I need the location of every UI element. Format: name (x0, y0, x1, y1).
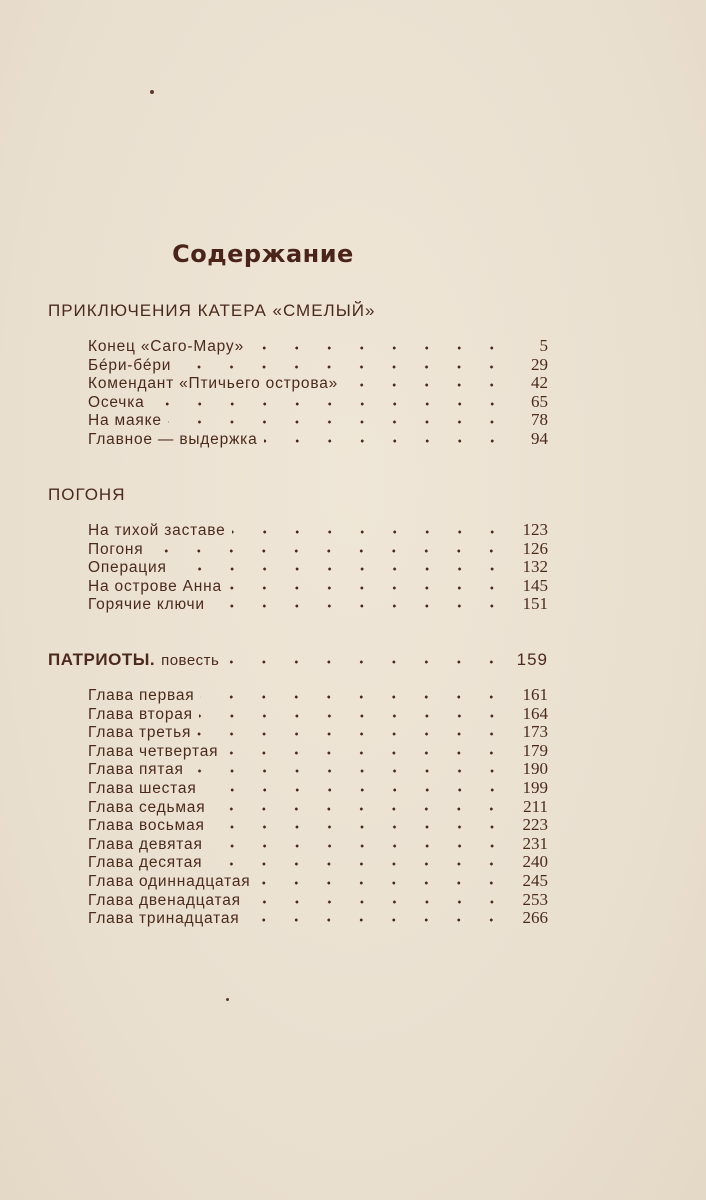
entry-title: Глава первая (88, 687, 195, 704)
entry-title: Глава вторая (88, 705, 193, 723)
toc-entry (48, 356, 548, 375)
page-number: 245 (522, 870, 548, 890)
toc-entry (48, 872, 548, 891)
toc-entry (48, 723, 548, 742)
page-number: 253 (522, 889, 548, 909)
toc-entry (48, 891, 548, 910)
leader-dots (256, 876, 508, 886)
section-heading-row (48, 649, 548, 671)
entry-title: Осечка (88, 393, 145, 411)
leader-dots (224, 746, 508, 756)
toc-entry (48, 816, 548, 835)
leader-dots (190, 764, 508, 774)
toc-entry (48, 577, 548, 596)
entry-title: Глава шестая (88, 779, 197, 797)
toc-entry (48, 835, 548, 854)
page-number: 161 (522, 685, 548, 704)
leader-dots (209, 839, 508, 849)
toc-section-3 (48, 649, 548, 928)
contents-title: Содержание (172, 240, 354, 268)
leader-dots (197, 727, 508, 737)
leader-dots (208, 857, 508, 867)
toc-entry (48, 779, 548, 798)
page-number: 173 (522, 722, 548, 742)
page-number: 164 (522, 703, 548, 723)
entry-title: Горячие ключи (88, 596, 205, 614)
section-heading: ПАТРИОТЫ. (48, 650, 156, 669)
entry-title: Глава тринадцатая (88, 910, 240, 928)
entry-title: Глава одиннадцатая (88, 872, 251, 890)
toc-entry (48, 798, 548, 817)
toc-entry (48, 430, 548, 449)
toc-entry (48, 374, 548, 393)
leader-dots (250, 341, 508, 351)
entry-title: Глава пятая (88, 761, 184, 779)
leader-dots (151, 397, 508, 407)
page-number: 145 (522, 575, 548, 595)
entry-title: Операция (88, 559, 167, 577)
leader-dots (247, 895, 508, 905)
toc-entry (48, 909, 548, 928)
page-number: 231 (522, 833, 548, 853)
page-number: 223 (522, 815, 548, 835)
leader-dots (225, 655, 508, 665)
toc-entry (48, 558, 548, 577)
entry-title: Комендант «Птичьего острова» (88, 375, 339, 393)
page-number: 94 (531, 428, 548, 448)
entry-title: Глава четвертая (88, 742, 219, 760)
entry-title: Бéри-бéри (88, 356, 172, 374)
page-number: 123 (522, 520, 548, 539)
leader-dots (173, 562, 508, 572)
leader-dots (200, 690, 508, 700)
entry-title: Глава седьмая (88, 798, 206, 816)
page-number: 211 (523, 796, 548, 816)
toc-entry (48, 393, 548, 412)
page-number: 179 (522, 740, 548, 760)
entry-title: Глава десятая (88, 854, 203, 872)
toc-entry (48, 540, 548, 559)
leader-dots (149, 544, 508, 554)
entry-title: На острове Анна (88, 577, 222, 595)
page-number: 42 (531, 373, 548, 393)
entry-title: Глава двенадцатая (88, 891, 241, 909)
page-number: 199 (522, 777, 548, 797)
page-number: 126 (522, 538, 548, 558)
leader-dots (168, 415, 508, 425)
page-number: 240 (522, 852, 548, 872)
page-number: 5 (539, 336, 548, 355)
toc-entry (48, 705, 548, 724)
entry-title: Главное — выдержка (88, 430, 258, 448)
leader-dots (264, 434, 508, 444)
leader-dots (232, 525, 508, 535)
page-number: 132 (522, 557, 548, 577)
toc-entry (48, 760, 548, 779)
toc-entry (48, 337, 548, 356)
entry-title: На тихой заставе (88, 522, 226, 539)
toc-entry (48, 686, 548, 705)
leader-dots (245, 913, 508, 923)
entry-title: Глава третья (88, 724, 192, 742)
leader-dots (211, 820, 508, 830)
toc-entry (48, 742, 548, 761)
paper-speck (226, 998, 229, 1001)
leader-dots (211, 802, 508, 812)
leader-dots (203, 783, 508, 793)
leader-dots (211, 599, 508, 609)
toc-entry (48, 853, 548, 872)
entry-title: Погоня (88, 540, 144, 558)
page-number: 266 (522, 908, 548, 928)
leader-dots (177, 360, 508, 370)
toc-entry (48, 521, 548, 540)
toc-section-1 (48, 300, 548, 449)
section-heading: ПРИКЛЮЧЕНИЯ КАТЕРА «СМЕЛЫЙ» (48, 301, 376, 320)
section-heading: ПОГОНЯ (48, 485, 126, 504)
page-number: 159 (516, 650, 548, 669)
leader-dots (344, 378, 508, 388)
page-number: 78 (531, 410, 548, 430)
toc-entry (48, 595, 548, 614)
page-number: 190 (522, 759, 548, 779)
section-subheading: повесть (161, 652, 220, 669)
leader-dots (228, 581, 508, 591)
page-number: 29 (531, 354, 548, 374)
page-number: 65 (531, 391, 548, 411)
paper-speck (150, 90, 154, 94)
entry-title: Глава девятая (88, 835, 203, 853)
leader-dots (199, 709, 508, 719)
toc-entry (48, 411, 548, 430)
toc-section-2 (48, 484, 548, 614)
entry-title: Глава восьмая (88, 817, 205, 835)
entry-title: Конец «Саго-Мару» (88, 338, 245, 355)
entry-title: На маяке (88, 412, 162, 430)
page-number: 151 (522, 594, 548, 614)
